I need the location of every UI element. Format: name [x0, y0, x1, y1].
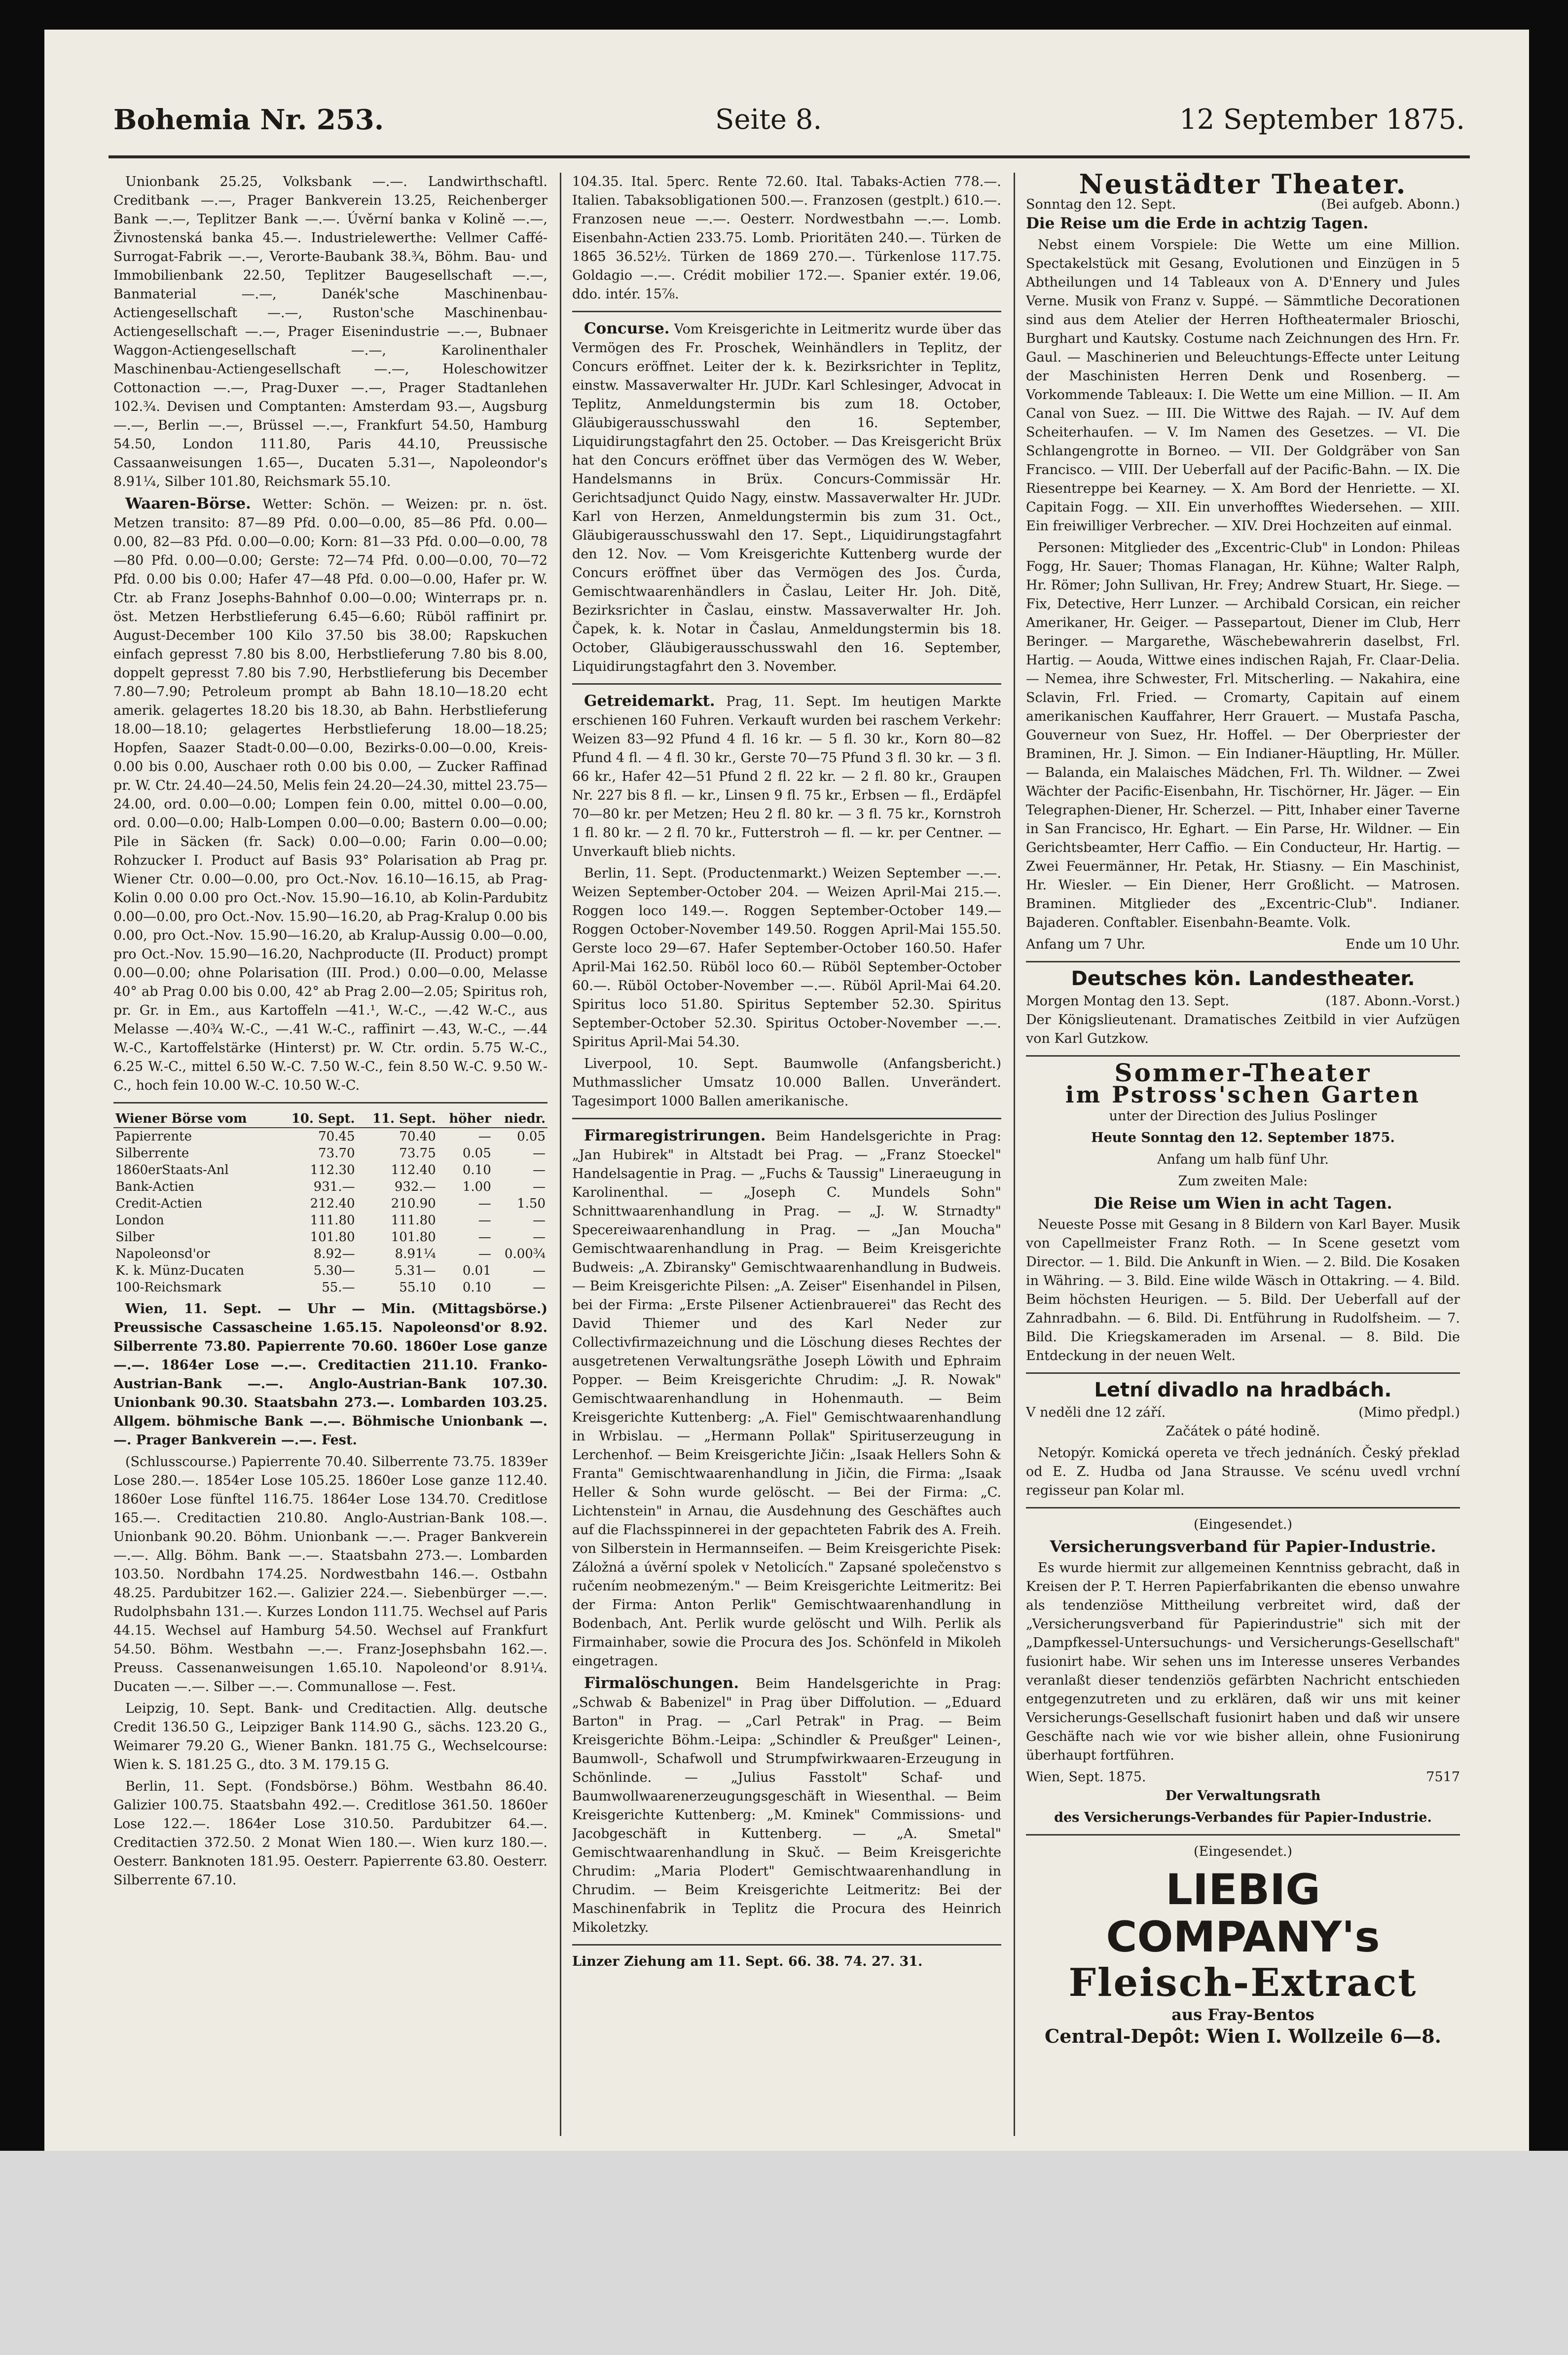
firmenloeschung	[572, 1674, 1001, 1937]
abonn-text: (Mimo předpl.)	[1358, 1405, 1460, 1420]
table-cell: 8.92—	[313, 1247, 355, 1261]
date-text: Morgen Montag den 13. Sept.	[1026, 994, 1230, 1009]
concurse	[572, 319, 1001, 676]
berlin-fonds-text: Berlin, 11. Sept. (Fondsbörse.) Böhm. Westbahn 86.40. Galizier 100.75. Staatsbahn 492.—. Creditlose 361.50. 1860er Lose 122.—. 1864er Lose 310.50. Pardubitzer 64.—. Creditactien 372.50. 2 Monat Wien 180.—. Wien kurz 180.—. Oesterr. Banknoten 181.95. Oesterr. Papierrente 63.80. Oesterr. Silberrente 67.10.	[113, 1779, 547, 1888]
prague-bourse-text: Unionbank 25.25, Volksbank —.—. Landwirthschaftl. Creditbank —.—, Prager Bankverein 13.25, Reichenberger Bank —.—, Teplitzer Bank —.—. Úvěrní banka v Kolině —.—, Živnostenská banka 45.—. Industrielewerthe: Vellmer Caffé-Surrogat-Fabrik —.—, Verorte-Baubank 38.¾, Böhm. Bau- und Immobilienbank 22.50, Teplitzer Baugesellschaft —.—, Banmaterial —.—, Danék'sche Maschinenbau-Actiengesellschaft —.—, Ruston'sche Maschinenbau-Actiengesellschaft —.—, Prager Eisenindustrie —.—, Bubnaer Waggon-Actiengesellschaft —.—, Karolinenthaler Maschinenbau-Actiengesellschaft —.—, Holeschowitzer Cottonaction —.—, Prag-Duxer —.—, Prager Stadtanlehen 102.¾. Devisen und Comptanten: Amsterdam 93.—, Augsburg —.—, Berlin —.—, Brüssel —.—, Frankfurt 54.50, Hamburg 54.50, London 111.80, Paris 44.10, Preussische Cassaanweisungen 1.65—, Ducaten 5.31—, Napoleondor's 8.91¼, Silber 101.80, Reichsmark 55.10.	[113, 174, 547, 489]
firmenregistrirung	[572, 1126, 1001, 1671]
getreide-text: Prag, 11. Sept. Im heutigen Markte erschienen 160 Fuhren. Verkauft wurden bei raschem Verkehr: Weizen 83—92 Pfund 4 fl. 16 kr. — 5 fl. 30 kr., Korn 80—82 Pfund 4 fl. — 4 fl. 30 kr., Gerste 70—75 Pfund 3 fl. 30 kr. — 3 fl. 66 kr., Hafer 42—51 Pfund 2 fl. 22 kr. — 2 fl. 80 kr., Graupen Nr. 227 bis 8 fl. — kr., Linsen 9 fl. 75 kr., Erbsen — fl., Erdäpfel 70—80 kr. per Metzen; Heu 2 fl. 80 kr. — 3 fl. 75 kr., Kornstroh 1 fl. 80 kr. — 2 fl. 70 kr., Futterstroh — fl. — kr. per Centner. — Unverkauft blieb nichts.	[572, 694, 1001, 859]
neustaedter-theater-title: Neustädter Theater.	[1079, 173, 1407, 200]
berlin-produkten: Berlin, 11. Sept. (Productenmarkt.) Weizen September —.—. Weizen September-October 204. — Weizen April-Mai 215.—. Roggen loco 149.—. Roggen September-October 149.— Roggen October-November 149.50. Roggen April-Mai 155.50. Gerste loco 29—67. Hafer September-October 160.50. Hafer April-Mai 162.50. Rüböl loco 60.— Rüböl September-October 60.—. Rüböl October-November —.—. Rüböl April-Mai 64.20. Spiritus loco 51.80. Spiritus September 52.30. Spiritus September-October 52.30. Spiritus October-November —.—. Spiritus April-Mai 54.30.	[572, 866, 1001, 1050]
table-header-cell: 10. Sept.	[276, 1110, 357, 1128]
table-cell: —	[533, 1163, 546, 1178]
table-cell: —	[478, 1196, 491, 1211]
newspaper-page	[44, 30, 1529, 2151]
table-cell: 1.00	[462, 1179, 491, 1194]
table-cell: Papierrente	[115, 1129, 192, 1144]
newspaper-title: Bohemia Nr. 253.	[113, 104, 384, 136]
times-row	[1026, 935, 1460, 954]
table-cell: —	[478, 1247, 491, 1261]
versicherung-title: Versicherungsverband für Papier-Industrie.	[1050, 1537, 1436, 1556]
table-cell: 0.05	[462, 1146, 491, 1161]
table-cell: 932.—	[394, 1179, 436, 1194]
wiener-boerse-table	[113, 1110, 547, 1296]
table-cell: 112.40	[391, 1163, 436, 1178]
table-cell: 73.70	[318, 1146, 355, 1161]
table-cell: 55.10	[399, 1280, 436, 1295]
column-rule	[1014, 173, 1015, 2136]
page-number: Seite 8.	[715, 104, 822, 136]
performance-note: Zum zweiten Male:	[1178, 1174, 1308, 1189]
page-header	[94, 104, 1480, 148]
table-cell: —	[533, 1146, 546, 1161]
play-title: Die Reise um Wien in acht Tagen.	[1094, 1194, 1392, 1213]
table-row	[113, 1246, 547, 1262]
eingesendet-label: (Eingesendet.)	[1194, 1517, 1292, 1532]
table-cell: 210.90	[391, 1196, 436, 1211]
table-cell: Napoleonsd'or	[115, 1247, 210, 1261]
fleisch-extract-ad: Fleisch-Extract	[1068, 1960, 1418, 2005]
abonn-text: (Bei aufgeb. Abonn.)	[1321, 197, 1460, 212]
table-cell: —	[533, 1213, 546, 1228]
table-cell: 101.80	[310, 1230, 355, 1245]
play-title: Die Reise um die Erde in achtzig Tagen.	[1026, 215, 1369, 232]
column-news	[572, 173, 1001, 2136]
wien-schluss: (Schlusscourse.) Papierrente 70.40. Silberrente 73.75. 1839er Lose 280.—. 1854er Lose 105.25. 1860er Lose ganze 112.40. 1860er Lose fünftel 116.75. 1864er Lose 134.70. Creditlose 165.—. Creditactien 210.80. Anglo-Austrian-Bank 108.—. Unionbank 90.20. Böhm. Unionbank —.—. Prager Bankverein —.—. Allg. Böhm. Bank —.—. Staatsbahn 273.—. Lombarden 103.50. Nordbahn 174.25. Nordwestbahn 146.—. Ostbahn 48.25. Pardubitzer 162.—. Galizier 224.—. Siebenbürger —.—. Rudolphsbahn 131.—. Kurzes London 111.75. Wechsel auf Paris 44.15. Wechsel auf Hamburg 54.50. Wechsel auf Frankfurt 54.50. Böhm. Westbahn —.—. Franz-Josephsbahn 162.—. Preuss. Cassenanweisungen 1.65.10. Napoleond'or 8.91¼. Ducaten —.—. Silber —.—. Communallose —. Fest.	[113, 1454, 547, 1694]
table-cell: 70.40	[399, 1129, 436, 1144]
board-signature: Der Verwaltungsrath	[1165, 1788, 1321, 1803]
table-cell: 0.10	[462, 1280, 491, 1295]
divider	[1026, 961, 1460, 962]
table-cell: Silber	[115, 1230, 154, 1245]
table-row	[113, 1195, 547, 1212]
table-row	[113, 1128, 547, 1145]
place-date: Wien, Sept. 1875.	[1026, 1769, 1146, 1785]
fonds-continuation: 104.35. Ital. 5perc. Rente 72.60. Ital. Tabaks-Actien 778.—. Italien. Tabaksobligationen 500.—. Franzosen (gestplt.) 610.—. Franzosen neue —.—. Oesterr. Nordwestbahn —.—. Lomb. Eisenbahn-Actien 233.75. Lomb. Prioritäten 240.—. Türken de 1865 36.52½. Türken de 1869 270.—. Türkenlose 117.75. Goldagio —.—. Crédit mobilier 172.—. Spanier extér. 19.06, ddo. intér. 15⅞.	[572, 174, 1001, 302]
table-row	[113, 1262, 547, 1279]
firmenlosch-text: Beim Handelsgerichte in Prag: „Schwab & Babenizel" in Prag über Diffolution. — „Eduard Barton" in Prag. — „Carl Petrak" in Prag. — Beim Kreisgerichte Böhm.-Leipa: „Schindler & Preußger" Leinen-, Baumwoll-, Schafwoll und Strumpfwirkwaaren-Erzeugung in Schönlinde. — „Julius Fasstolt" Schaf- und Baumwollwaarenerzeugungsgeschäft in Wiesenthal. — Beim Kreisgerichte Kuttenberg: „M. Kminek" Commissions- und Jacobgeschäft in Kuttenberg. — „A. Smetal" Gemischtwaarenhandlung in Skuč. — Beim Kreisgerichte Chrudim: „Maria Plodert" Gemischtwaarenhandlung in Chrudim. — Beim Kreisgerichte Leitmeritz: Bei der Maschinenfabrik in Teplitz die Procura des Heinrich Mikoletzky.	[572, 1676, 1001, 1935]
start-time: Anfang um halb fünf Uhr.	[1157, 1152, 1329, 1167]
date-text: Sonntag den 12. Sept.	[1026, 197, 1176, 212]
table-cell: 73.75	[399, 1146, 436, 1161]
table-cell: 5.30—	[313, 1263, 355, 1278]
leipzig-text: Leipzig, 10. Sept. Bank- und Creditactien. Allg. deutsche Credit 136.50 G., Leipziger Bank 114.90 G., sächs. 123.20 G., Weimarer 79.20 G., Wiener Bankn. 181.75 G., Wechselcourse: Wien k. S. 181.25 G., dto. 3 M. 179.15 G.	[113, 1701, 547, 1772]
section-title: Firmaregistrirungen.	[584, 1127, 766, 1144]
date-row	[1026, 1403, 1460, 1422]
fray-bentos-line: aus Fray-Bentos	[1171, 2005, 1314, 2024]
table-cell: 5.31—	[394, 1263, 436, 1278]
abonn-text: (187. Abonn.-Vorst.)	[1325, 994, 1460, 1009]
section-title: Getreidemarkt.	[584, 692, 715, 710]
section-title: Concurse.	[584, 320, 670, 337]
concurse-text: Vom Kreisgerichte in Leitmeritz wurde über das Vermögen des Fr. Proschek, Weinhändlers in Teplitz, der Concurs eröffnet. Leiter der k. k. Bezirksrichter in Teplitz, einstw. Massaverwalter Hr. JUDr. Karl Schlesinger, Advocat in Teplitz, Anmeldungstermin bis zum 18. October, Gläubigerausschusswahl den 16. September, Liquidirungstagfahrt den 25. October. — Das Kreisgericht Brüx hat den Concurs eröffnet über das Vermögen des W. Weber, Handelsmanns in Brüx. Concurs-Commissär Hr. Gerichtsadjunct Quido Nagy, einstw. Massaverwalter Hr. JUDr. Karl von Herzen, Anmeldungstermin bis zum 31. Oct., Gläubigerausschusswahl den 17. Sept., Liquidirungstagfahrt den 12. Nov. — Vom Kreisgerichte Kuttenberg wurde der Concurs eröffnet über das Vermögen des Jos. Čurda, Gemischtwaarenhändlers in Časlau, Leiter Hr. Joh. Ditě, Bezirksrichter in Časlau, einstw. Massaverwalter Hr. Joh. Čapek, k. k. Notar in Časlau, Anmeldungstermin bis 18. October, Gläubigerausschusswahl den 16. September, Liquidirungstagfahrt den 3. November.	[572, 322, 1001, 674]
divider	[572, 1944, 1001, 1946]
board-signature-2: des Versicherungs-Verbandes für Papier-Industrie.	[1054, 1810, 1432, 1825]
table-cell: —	[478, 1230, 491, 1245]
table-cell: —	[533, 1263, 546, 1278]
column-theatre-ads	[1026, 173, 1460, 2136]
table-cell: 55.—	[322, 1280, 355, 1295]
divider	[572, 683, 1001, 685]
section-title: Waaren-Börse.	[125, 495, 251, 513]
divider	[572, 1118, 1001, 1119]
table-header-cell: höher	[438, 1110, 493, 1128]
table-cell: K. k. Münz-Ducaten	[115, 1263, 245, 1278]
table-cell: —	[533, 1179, 546, 1194]
table-cell: 0.10	[462, 1163, 491, 1178]
letni-divadlo-title: Letní divadlo na hradbách.	[1094, 1379, 1392, 1401]
eingesendet-label: (Eingesendet.)	[1194, 1844, 1292, 1859]
liebig-company-ad: LIEBIG COMPANY's	[1106, 1865, 1380, 1962]
play-description: Der Königslieutenant. Dramatisches Zeitbild in vier Aufzügen von Karl Gutzkow.	[1026, 1012, 1460, 1046]
table-cell: Bank-Actien	[115, 1179, 194, 1194]
direction-text: unter der Direction des Julius Poslinger	[1109, 1108, 1377, 1124]
table-row	[113, 1162, 547, 1178]
table-row	[113, 1279, 547, 1296]
table-cell: 1.50	[517, 1196, 546, 1211]
table-cell: 111.80	[391, 1213, 436, 1228]
divider	[1026, 1834, 1460, 1836]
table-cell: 0.00¾	[504, 1247, 546, 1261]
table-cell: 100-Reichsmark	[115, 1280, 221, 1295]
table-cell: —	[533, 1230, 546, 1245]
date-text: Heute Sonntag den 12. September 1875.	[1091, 1130, 1395, 1145]
getreidemarkt	[572, 692, 1001, 861]
section-title: Firmalöschungen.	[584, 1674, 739, 1692]
sommer-theater-title: Sommer-Theater	[1114, 1058, 1372, 1087]
firmenreg-text: Beim Handelsgerichte in Prag: „Jan Hubirek" in Altstadt bei Prag. — „Franz Stoeckel" Handelsagentie in Prag. — „Fuchs & Taussig" Lineraeugung in Karolinenthal. — „Joseph C. Mundels Sohn" Schnittwaarenhandlung in Prag. — „J. W. Strnadty" Specereiwaarenhandlung in Prag. — „Jan Moucha" Gemischtwaarenhandlung in Prag. — Beim Kreisgerichte Budweis: „A. Zbiransky" Gemischtwaarenhandlung in Budweis. — Beim Kreisgerichte Pilsen: „A. Zeiser" Eisenhandel in Pilsen, bei der Firma: „Erste Pilsener Actienbrauerei" das Recht des David Thiemer und des Karl Neder zur Collectivfirmazeichnung und die Löschung dieses Rechtes der ausgetretenen Verwaltungsräthe Joseph Löwith und Ephraim Popper. — Beim Kreisgerichte Chrudim: „J. R. Nowak" Gemischtwaarenhandlung in Hohenmauth. — Beim Kreisgerichte Kuttenberg: „A. Fiel" Gemischtwaarenhandlung in Wrbislau. — „Hermann Pollak" Spirituserzeugung in Lerchenhof. — Beim Kreisgerichte Jičin: „Isaak Hellers Sohn & Franta" Gemischtwaarenhandlung in Jičin, die Firma: „Isaak Heller & Sohn wurde gelöscht. — Bei der Firma: „C. Lichtenstein" in Arnau, die Ausdehnung des Geschäftes auch auf die Flachsspinnerei in der gepachteten Fabrik des A. Freih. von Silberstein in Hermannseifen. — Beim Kreisgerichte Pisek: Záložná a úvěrní spolek v Netolicích." Zapsané společenstvo s ručením neobmezeným." — Beim Kreisgerichte Leitmeritz: Bei der Firma: Anton Perlik" Gemischtwaarenhandlung in Bodenbach, Ant. Perlik wurde gelöscht und Wilh. Perlik als Firmainhaber, sowie die Procura des Jos. Schönfeld in Mikoleh eingetragen.	[572, 1129, 1001, 1669]
table-cell: —	[533, 1280, 546, 1295]
table-cell: Silberrente	[115, 1146, 189, 1161]
table-cell: 112.30	[310, 1163, 355, 1178]
table-cell: 70.45	[318, 1129, 355, 1144]
start-time: Začátek o páté hodině.	[1166, 1424, 1320, 1439]
divider	[1026, 1372, 1460, 1374]
sommer-theater-garden: im Pstross'schen Garten	[1065, 1081, 1421, 1108]
table-cell: 111.80	[310, 1213, 355, 1228]
waaren-boerse	[113, 494, 547, 1095]
table-cell: 212.40	[310, 1196, 355, 1211]
table-cell: —	[478, 1213, 491, 1228]
table-cell: London	[115, 1213, 164, 1228]
signature-row	[1026, 1768, 1460, 1787]
table-cell: 0.05	[517, 1129, 546, 1144]
central-depot-line: Central-Depôt: Wien I. Wollzeile 6—8.	[1045, 2025, 1441, 2047]
cast-list: Personen: Mitglieder des „Excentric-Club" in London: Phileas Fogg, Hr. Sauer; Thomas Flanagan, Hr. Kühne; Walter Ralph, Hr. Römer; John Sullivan, Hr. Frey; Andrew Stuart, Hr. Siege. — Fix, Detective, Herr Lunzer. — Archibald Corsican, ein reicher Amerikaner, Hr. Geiger. — Passepartout, Diener im Club, Herr Beringer. — Margarethe, Wäschebewahrerin daselbst, Frl. Hartig. — Aouda, Wittwe eines indischen Rajah, Fr. Claar-Delia. — Nemea, ihre Schwester, Frl. Mitscherling. — Nakahira, eine Sclavin, Frl. Fried. — Cromarty, Capitain auf einem amerikanischen Kauffahrer, Herr Grauert. — Mustafa Pascha, Gouverneur von Suez, Hr. Hoffel. — Der Oberpriester der Braminen, Hr. J. Simon. — Ein Indianer-Häuptling, Hr. Müller. — Balanda, ein Malaisches Mädchen, Frl. Th. Wildner. — Zwei Wächter der Pacific-Eisenbahn, Hr. Tischörner, Hr. Jäger. — Ein Telegraphen-Diener, Hr. Scherzel. — Pitt, Inhaber einer Taverne in San Francisco, Hr. Eghart. — Ein Parse, Hr. Wildner. — Ein Gerichtsbeamter, Herr Caffio. — Ein Conducteur, Hr. Hartig. — Zwei Feuermänner, Hr. Petak, Hr. Stiasny. — Ein Maschinist, Hr. Wiesler. — Ein Diener, Herr Großlicht. — Matrosen. Braminen. Mitglieder des „Excentric-Club". Indianer. Bajaderen. Conftabler. Eisenbahn-Beamte. Volk.	[1026, 540, 1460, 930]
table-row	[113, 1212, 547, 1229]
divider	[1026, 1507, 1460, 1509]
table-header-row	[113, 1110, 547, 1128]
waaren-text: Wetter: Schön. — Weizen: pr. n. öst. Metzen transito: 87—89 Pfd. 0.00—0.00, 85—86 Pfd. 0.00—0.00, 82—83 Pfd. 0.00—0.00; Korn: 81—33 Pfd. 0.00—0.00, 78—80 Pfd. 0.00—0.00; Gerste: 72—74 Pfd. 0.00—0.00, 70—72 Pfd. 0.00 bis 0.00; Hafer 47—48 Pfd. 0.00—0.00, Hafer pr. W. Ctr. ab Franz Josephs-Bahnhof 0.00—0.00; Winterraps pr. n. öst. Metzen Herbstlieferung 6.45—6.60; Rüböl raffinirt pr. August-December 100 Kilo 37.50 bis 38.00; Rapskuchen einfach gepresst 7.80 bis 8.00, Herbstlieferung 7.80 bis 8.00, doppelt gepresst 7.80 bis 7.90, Herbstlieferung bis December 7.80—7.90; Petroleum prompt ab Bahn 18.10—18.20 echt amerik. gelagertes 18.20 bis 18.30, ab Bahn. Herbstlieferung 18.00—18.10; gelagertes Herbstlieferung 18.00—18.25; Hopfen, Saazer Stadt-0.00—0.00, Bezirks-0.00—0.00, Kreis-0.00 bis 0.00, Auschaer roth 0.00 bis 0.00, — Zucker Raffinad pr. W. Ctr. 24.40—24.50, Melis fein 24.20—24.30, mittel 23.75—24.00, ord. 0.00—0.00; Lompen fein 0.00, mittel 0.00—0.00, ord. 0.00—0.00; Halb-Lompen 0.00—0.00; Bastern 0.00—0.00; Pile in Säcken (fr. Sack) 0.00—0.00; Farin 0.00—0.00; Rohzucker I. Product auf Basis 93° Polarisation ab Prag pr. Wiener Ctr. 0.00—0.00, pro Oct.-Nov. 16.10—16.15, ab Prag-Kolin 0.00 0.00 pro Oct.-Nov. 15.90—16.10, ab Kolin-Pardubitz 0.00—0.00, pro Oct.-Nov. 15.90—16.20, ab Prag-Kralup 0.00 bis 0.00, pro Oct.-Nov. 15.90—16.20, ab Kralup-Aussig 0.00—0.00, pro Oct.-Nov. 15.90—16.20, Nachproducte (II. Product) prompt 0.00—0.00; ohne Polarisation (III. Prod.) 0.00—0.00, Melasse 40° ab Prag 0.00 bis 0.00, 42° ab Prag 2.00—2.05; Spiritus roh, pr. Gr. in Em., aus Kartoffeln —41.¹, W.-C., —.42 W.-C., aus Melasse —.40¾ W.-C., —.41 W.-C., raffinirt —.43, W.-C., —.44 W.-C., Kartoffelstärke (Hinterst) pr. W. Ctr. ordin. 5.75 W.-C., 6.25 W.-C., mittel 6.50 W.-C. 7.50 W.-C., fein 8.50 W.-C. 9.50 W.-C., hoch fein 10.00 W.-C. 10.50 W.-C.	[113, 497, 547, 1093]
table-cell: Credit-Actien	[115, 1196, 203, 1211]
date-text: V neděli dne 12 září.	[1026, 1405, 1166, 1420]
table-row	[113, 1229, 547, 1246]
liverpool: Liverpool, 10. Sept. Baumwolle (Anfangsbericht.) Muthmasslicher Umsatz 10.000 Ballen. Unverändert. Tagesimport 1000 Ballen amerikanische.	[572, 1056, 1001, 1109]
column-finance	[113, 173, 547, 2136]
linzer-ziehung: Linzer Ziehung am 11. Sept. 66. 38. 74. 27. 31.	[572, 1954, 923, 1969]
table-cell: —	[478, 1129, 491, 1144]
start-time: Anfang um 7 Uhr.	[1026, 937, 1146, 952]
play-description: Nebst einem Vorspiele: Die Wette um eine Million. Spectakelstück mit Gesang, Evolutionen und Einzügen in 5 Abtheilungen und 14 Tableaux von A. D'Ennery und Jules Verne. Musik von Franz v. Suppé. — Sämmtliche Decorationen sind aus dem Atelier der Herren Hoftheatermaler Brioschi, Burghart und Kautsky. Costume nach Zeichnungen des Hrn. Fr. Gaul. — Maschinerien und Beleuchtungs-Effecte unter Leitung der Maschinisten Herren Denk und Rosenberg. — Vorkommende Tableaux: I. Die Wette um eine Million. — II. Am Canal von Suez. — III. Die Wittwe des Rajah. — IV. Auf dem Scheiterhaufen. — V. Im Namen des Gesetzes. — VI. Die Schlangengrotte in Borneo. — VII. Der Goldgräber von San Francisco. — VIII. Der Ueberfall auf der Pacific-Bahn. — IX. Die Riesentreppe bei Kearney. — X. Am Bord der Henriette. — XI. Capitain Fogg. — XII. Ein unverhofftes Wiedersehen. — XIII. Ein freiwilliger Verbrecher. — XIV. Drei Hochzeiten auf einmal.	[1026, 237, 1460, 534]
table-cell: 0.01	[462, 1263, 491, 1278]
end-time: Ende um 10 Uhr.	[1345, 937, 1460, 952]
date-row	[1026, 992, 1460, 1011]
table-header-cell: Wiener Börse vom	[113, 1110, 276, 1128]
table-header-cell: niedr.	[493, 1110, 547, 1128]
issue-date: 12 September 1875.	[1179, 104, 1465, 136]
scan-margin	[0, 2151, 1568, 2355]
table-cell: 931.—	[313, 1179, 355, 1194]
divider	[1026, 1055, 1460, 1057]
table-row	[113, 1145, 547, 1162]
header-rule	[109, 155, 1470, 158]
table-cell: 101.80	[391, 1230, 436, 1245]
landestheater-title: Deutsches kön. Landestheater.	[1071, 967, 1415, 990]
divider	[572, 311, 1001, 312]
play-description: Neueste Posse mit Gesang in 8 Bildern von Karl Bayer. Musik von Capellmeister Franz Roth. — In Scene gesetzt vom Director. — 1. Bild. Die Ankunft in Wien. — 2. Bild. Die Kosaken in Währing. — 3. Bild. Eine wilde Wäsch in Ottakring. — 4. Bild. Beim höchsten Heurigen. — 5. Bild. Der Ueberfall auf der Zahnradbahn. — 6. Bild. Di. Entführung in Rudolfsheim. — 7. Bild. Die Kriegskameraden im Arsenal. — 8. Bild. Die Entdeckung in der neuen Welt.	[1026, 1217, 1460, 1363]
wien-mittag	[113, 1300, 547, 1450]
table-header-cell: 11. Sept.	[357, 1110, 438, 1128]
divider	[113, 1102, 547, 1104]
versicherung-text: Es wurde hiermit zur allgemeinen Kenntniss gebracht, daß in Kreisen der P. T. Herren Papierfabrikanten die ebenso unwahre als tendenziöse Mittheilung verbreitet wird, daß der „Versicherungsverband für Papierindustrie" sich mit der „Dampfkessel-Untersuchungs- und Versicherungs-Gesellschaft" fusionirt habe. Wir sehen uns im Interesse unseres Verbandes veranlaßt dieser tendenziös gefärbten Nachricht entschieden entgegenzutreten und zu erklären, daß wir uns mit keiner Versicherungs-Gesellschaft fusionirt haben und daß wir unsere Geschäfte nach wie vor wie bisher allein, ohne Fusionirung überhaupt fortführen.	[1026, 1560, 1460, 1763]
play-description: Netopýr. Komická opereta ve třech jednáních. Český překlad od E. Z. Hudba od Jana Strausse. Ve scénu uvedl vrchní regisseur pan Kolar ml.	[1026, 1445, 1460, 1498]
column-rule	[560, 173, 561, 2136]
wien-text: Wien, 11. Sept. — Uhr — Min. (Mittagsbörse.) Preussische Cassascheine 1.65.15. Napoleonsd'or 8.92. Silberrente 73.80. Papierrente 70.60. 1860er Lose ganze —.—. 1864er Lose —.—. Creditactien 211.10. Franko-Austrian-Bank —.—. Anglo-Austrian-Bank 107.30. Unionbank 90.30. Staatsbahn 273.—. Lombarden 103.25. Allgem. böhmische Bank —.—. Böhmische Unionbank —.—. Prager Bankverein —.—. Fest.	[113, 1301, 547, 1448]
table-cell: 8.91¼	[395, 1247, 436, 1261]
ad-number: 7517	[1426, 1769, 1460, 1785]
table-cell: 1860erStaats-Anl	[115, 1163, 229, 1178]
table-row	[113, 1178, 547, 1195]
